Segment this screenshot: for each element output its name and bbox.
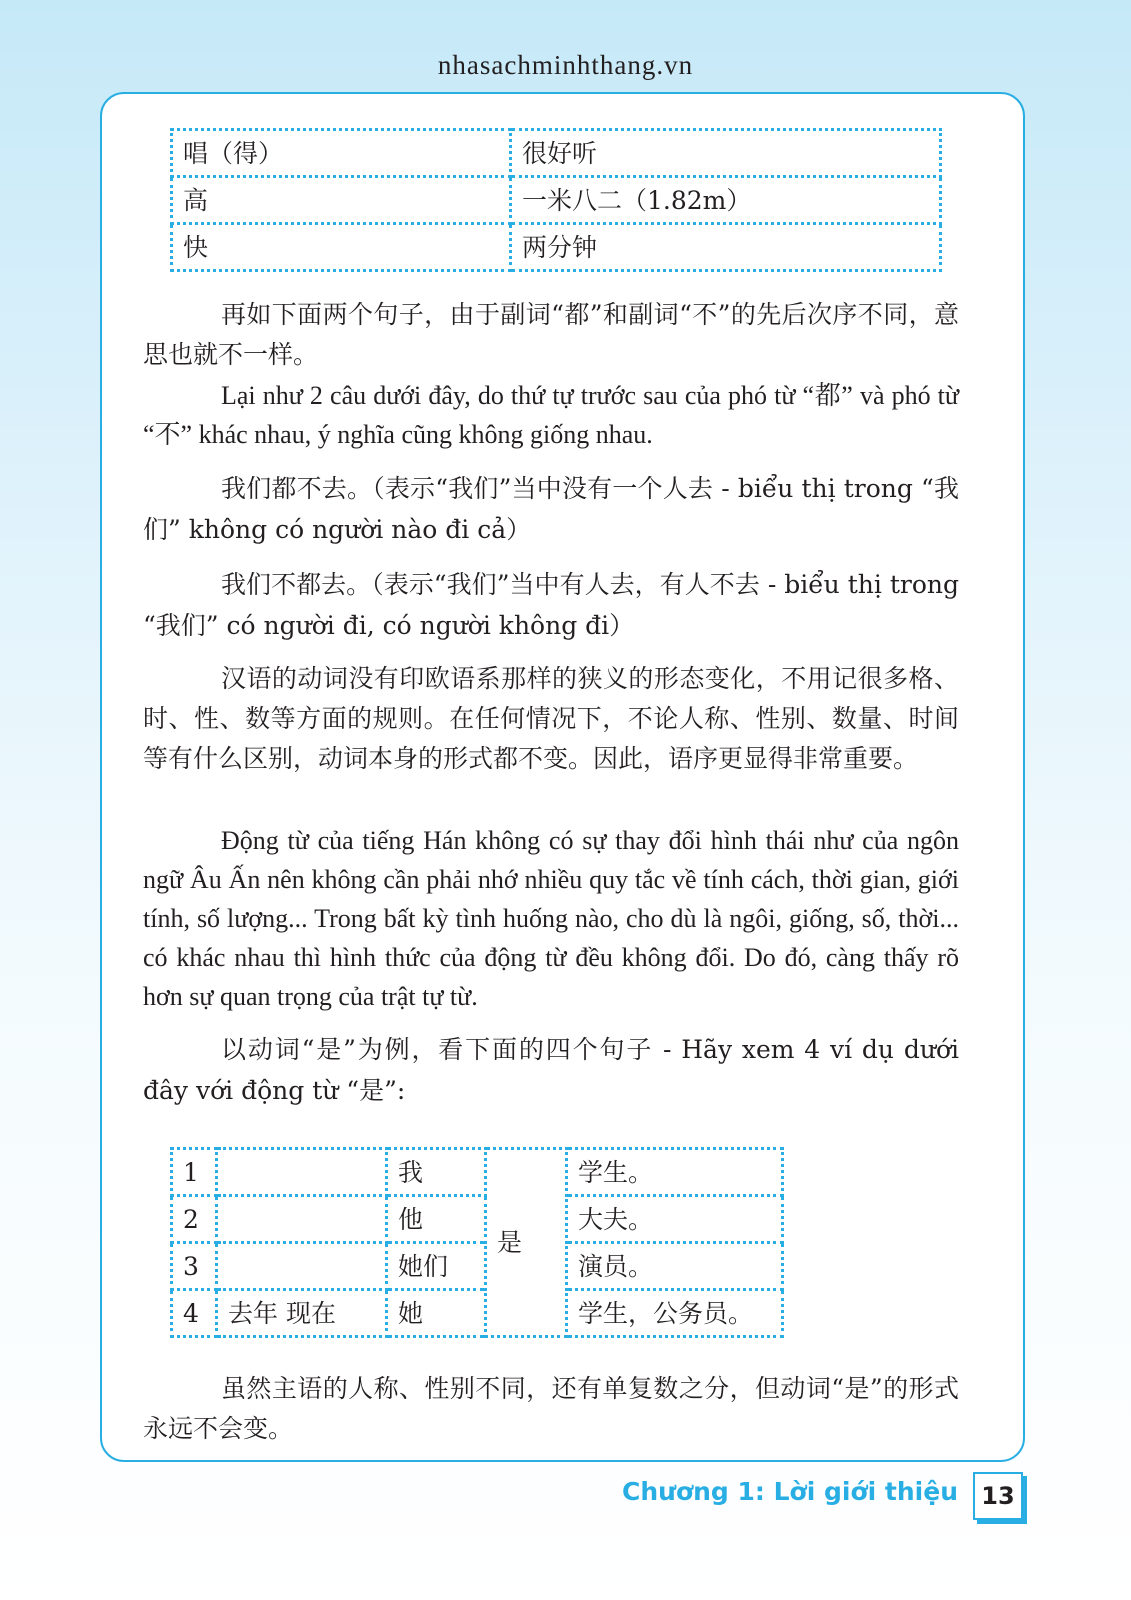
- paragraph-intro-example: 以动词“是”为例，看下面的四个句子 - Hãy xem 4 ví dụ dưới đây với động từ “是”:: [143, 1035, 959, 1105]
- subject-cell: 他: [387, 1196, 486, 1243]
- row-number: 1: [172, 1149, 217, 1196]
- time-cell: [217, 1243, 387, 1290]
- table-row: [172, 130, 941, 177]
- time-cell: 去年 现在: [217, 1290, 387, 1337]
- table-cell: 唱（得）: [172, 130, 511, 177]
- table-row: [172, 224, 941, 271]
- object-cell: 演员。: [567, 1243, 783, 1290]
- table-cell: 高: [172, 177, 511, 224]
- chapter-title: Chương 1: Lời giới thiệu: [622, 1477, 958, 1506]
- paragraph-vietnamese-1: Lại như 2 câu dưới đây, do thứ tự trước sau của phó từ “都” và phó từ “不” khác nhau, ý nghĩa cũng không giống nhau.: [143, 381, 959, 449]
- time-cell: [217, 1149, 387, 1196]
- table-cell: 很好听: [511, 130, 941, 177]
- table-row: [172, 1290, 783, 1337]
- paragraph-vietnamese-2: Động từ của tiếng Hán không có sự thay đổi hình thái như của ngôn ngữ Âu Ấn nên không cần phải nhớ nhiều quy tắc về tính cách, thời gian, giới tính, số lượng... Trong bất kỳ tình huống nào, cho dù là ngôi, giống, số, thời... có khác nhau thì hình thức của động từ đều không đổi. Do đó, càng thấy rõ hơn sự quan trọng của trật tự từ.: [143, 826, 959, 1011]
- paragraph-example-1: 我们都不去。（表示“我们”当中没有一个人去 - biểu thị trong “我们” không có người nào đi cả）: [143, 474, 959, 544]
- table-row: [172, 1196, 783, 1243]
- subject-cell: 她们: [387, 1243, 486, 1290]
- table-cell: 一米八二（1.82m）: [511, 177, 941, 224]
- example-table-1: [170, 128, 942, 272]
- row-number: 3: [172, 1243, 217, 1290]
- subject-cell: 她: [387, 1290, 486, 1337]
- page-number: 13: [973, 1472, 1023, 1520]
- table-cell: 快: [172, 224, 511, 271]
- example-table-2: [170, 1147, 784, 1338]
- object-cell: 大夫。: [567, 1196, 783, 1243]
- table-row: [172, 177, 941, 224]
- site-header: nhasachminhthang.vn: [437, 50, 694, 80]
- paragraph-example-2: 我们不都去。（表示“我们”当中有人去，有人不去 - biểu thị trong “我们” có người đi, có người không đi）: [143, 570, 959, 640]
- paragraph-chinese-1: 再如下面两个句子，由于副词“都”和副词“不”的先后次序不同，意思也就不一样。: [143, 300, 959, 369]
- verb-cell: 是: [486, 1149, 567, 1337]
- table-row: [172, 1243, 783, 1290]
- paragraph-conclusion: 虽然主语的人称、性别不同，还有单复数之分，但动词“是”的形式永远不会变。: [143, 1374, 959, 1443]
- time-cell: [217, 1196, 387, 1243]
- paragraph-chinese-2: 汉语的动词没有印欧语系那样的狭义的形态变化，不用记很多格、时、性、数等方面的规则。在任何情况下，不论人称、性别、数量、时间等有什么区别，动词本身的形式都不变。因此，语序更显得非常重要。: [143, 664, 959, 773]
- table-row: [172, 1149, 783, 1196]
- object-cell: 学生。: [567, 1149, 783, 1196]
- object-cell: 学生，公务员。: [567, 1290, 783, 1337]
- row-number: 2: [172, 1196, 217, 1243]
- row-number: 4: [172, 1290, 217, 1337]
- table-cell: 两分钟: [511, 224, 941, 271]
- subject-cell: 我: [387, 1149, 486, 1196]
